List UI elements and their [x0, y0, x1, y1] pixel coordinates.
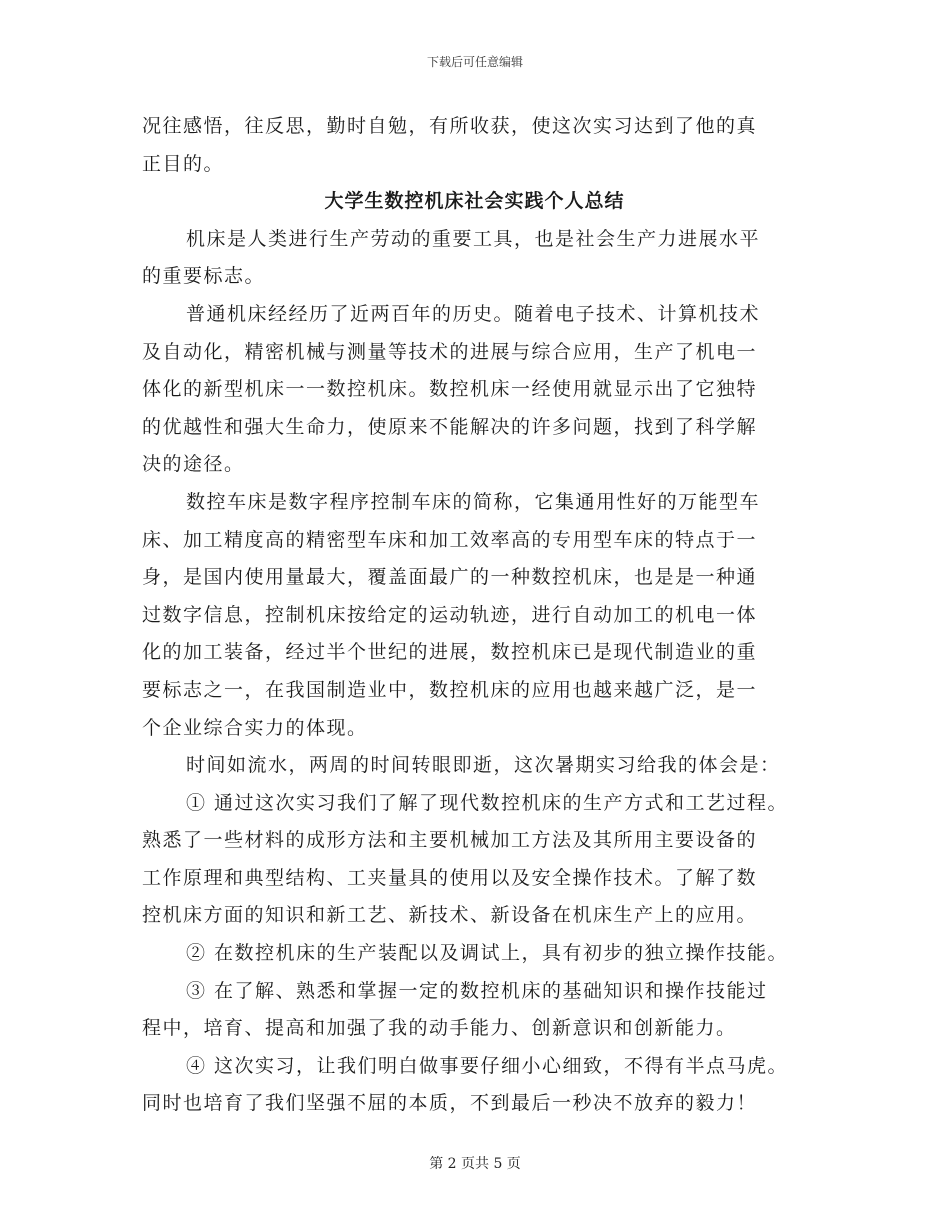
text-line: 的优越性和强大生命力，使原来不能解决的许多问题，找到了科学解: [142, 415, 758, 438]
text-line: 身，是国内使用量最大，覆盖面最广的一种数控机床，也是是一种通: [142, 566, 758, 589]
text-line: 数控车床是数字程序控制车床的简称，它集通用性好的万能型车: [186, 490, 761, 513]
text-line: 工作原理和典型结构、工夹量具的使用以及安全操作技术。了解了数: [142, 866, 758, 889]
text-line: 正目的。: [142, 152, 225, 175]
text-line: 普通机床经经历了近两百年的历史。随着电子技术、计算机技术: [186, 302, 761, 325]
list-item: ① 通过这次实习我们了解了现代数控机床的生产方式和工艺过程。: [186, 791, 789, 814]
page-header: 下载后可任意编辑: [426, 55, 523, 69]
list-item: ② 在数控机床的生产装配以及调试上，具有初步的独立操作技能。: [186, 942, 789, 965]
text-line: 程中，培育、提高和加强了我的动手能力、创新意识和创新能力。: [142, 1017, 737, 1040]
text-line: 过数字信息，控制机床按给定的运动轨迹，进行自动加工的机电一体: [142, 603, 758, 626]
text-line: 控机床方面的知识和新工艺、新技术、新设备在机床生产上的应用。: [142, 904, 758, 927]
page-footer: 第 2 页共 5 页: [429, 1156, 521, 1172]
text-line: 的重要标志。: [142, 265, 266, 288]
text-line: 熟悉了一些材料的成形方法和主要机械加工方法及其所用主要设备的: [142, 829, 758, 852]
text-line: 床、加工精度高的精密型车床和加工效率高的专用型车床的特点于一: [142, 528, 758, 551]
text-line: 及自动化，精密机械与测量等技术的进展与综合应用，生产了机电一: [142, 340, 758, 363]
text-line: 个企业综合实力的体现。: [142, 716, 368, 739]
list-item: ④ 这次实习，让我们明白做事要仔细小心细致，不得有半点马虎。: [186, 1054, 789, 1077]
text-line: 机床是人类进行生产劳动的重要工具，也是社会生产力进展水平: [186, 227, 761, 250]
text-line: 时间如流水，两周的时间转眼即逝，这次暑期实习给我的体会是：: [186, 754, 781, 777]
text-line: 决的途径。: [142, 453, 245, 476]
document-body: [142, 108, 807, 1123]
list-item: ③ 在了解、熟悉和掌握一定的数控机床的基础知识和操作技能过: [186, 979, 768, 1002]
text-line: 体化的新型机床一一数控机床。数控机床一经使用就显示出了它独特: [142, 378, 758, 401]
section-title: 大学生数控机床社会实践个人总结: [324, 190, 625, 213]
text-line: 化的加工装备，经过半个世纪的进展，数控机床已是现代制造业的重: [142, 641, 758, 664]
text-line: 同时也培育了我们坚强不屈的本质，不到最后一秒决不放弃的毅力！: [142, 1092, 758, 1115]
text-line: 要标志之一，在我国制造业中，数控机床的应用也越来越广泛，是一: [142, 678, 758, 701]
text-line: 况往感悟，往反思，勤时自勉，有所收获，使这次实习达到了他的真: [142, 115, 758, 137]
